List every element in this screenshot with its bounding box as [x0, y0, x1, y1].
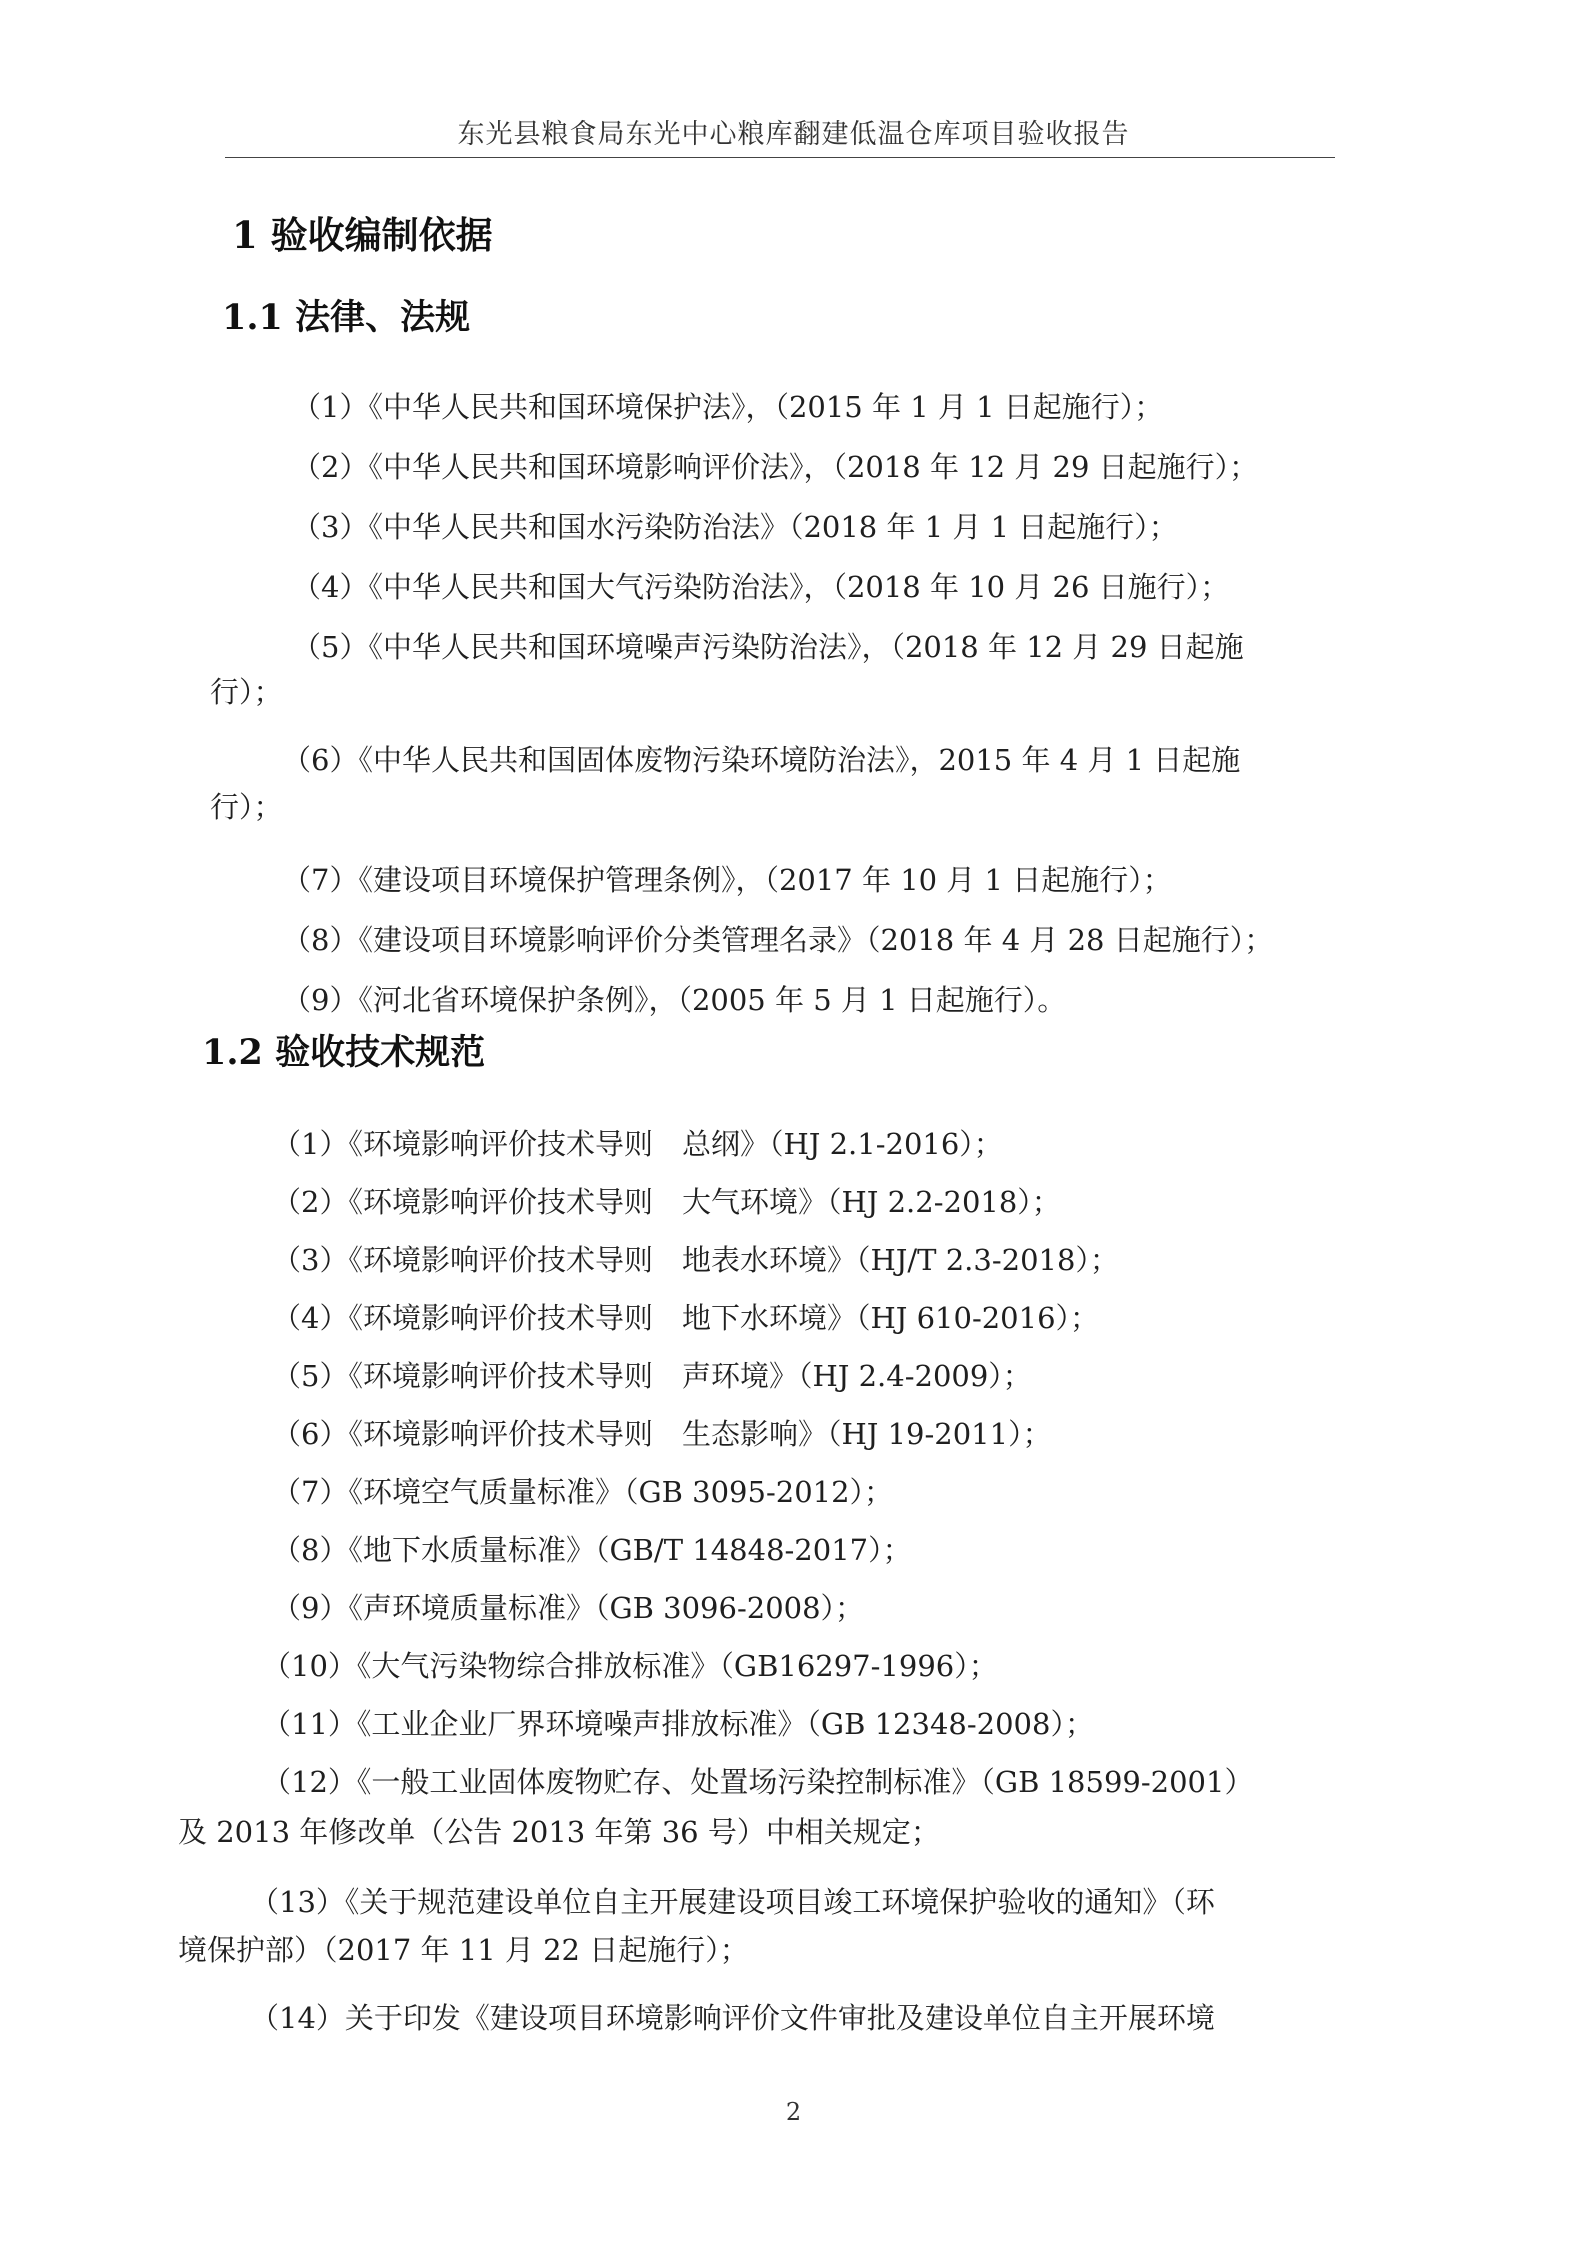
- standard-item: （4）《环境影响评价技术导则 地下水环境》（HJ 610-2016）；: [272, 1301, 1100, 1335]
- standard-item: （1）《环境影响评价技术导则 总纲》（HJ 2.1-2016）；: [272, 1127, 1003, 1161]
- standard-item: （11）《工业企业厂界环境噪声排放标准》（GB 12348-2008）；: [262, 1707, 1094, 1741]
- standard-item: （3）《环境影响评价技术导则 地表水环境》（HJ/T 2.3-2018）；: [272, 1243, 1119, 1277]
- standard-item: （8）《地下水质量标准》（GB/T 14848-2017）；: [272, 1533, 912, 1567]
- standard-item: （6）《环境影响评价技术导则 生态影响》（HJ 19-2011）；: [272, 1417, 1052, 1451]
- running-header-title: 东光县粮食局东光中心粮库翻建低温仓库项目验收报告: [457, 119, 1130, 150]
- standard-item: （2）《环境影响评价技术导则 大气环境》（HJ 2.2-2018）；: [272, 1185, 1061, 1219]
- page-number: 2: [785, 2098, 802, 2126]
- standard-item: （5）《环境影响评价技术导则 声环境》（HJ 2.4-2009）；: [272, 1359, 1032, 1393]
- law-item: （8）《建设项目环境影响评价分类管理名录》（2018 年 4 月 28 日起施行）；: [282, 923, 1274, 957]
- law-item: （9）《河北省环境保护条例》，（2005 年 5 月 1 日起施行）。: [282, 983, 1067, 1017]
- law-item: （6）《中华人民共和国固体废物污染环境防治法》，2015 年 4 月 1 日起施: [282, 743, 1241, 777]
- standard-item: （14）关于印发《建设项目环境影响评价文件审批及建设单位自主开展环境: [250, 2001, 1215, 2035]
- law-item: （5）《中华人民共和国环境噪声污染防治法》，（2018 年 12 月 29 日起施: [292, 630, 1244, 664]
- law-item-continuation: 行）；: [210, 790, 283, 824]
- law-item: （7）《建设项目环境保护管理条例》，（2017 年 10 月 1 日起施行）；: [282, 863, 1172, 897]
- law-item: （3）《中华人民共和国水污染防治法》（2018 年 1 月 1 日起施行）；: [292, 510, 1178, 544]
- standard-item: （10）《大气污染物综合排放标准》（GB16297-1996）；: [262, 1649, 998, 1683]
- section-heading-1: 1 验收编制依据: [232, 213, 493, 257]
- standard-item: （9）《声环境质量标准》（GB 3096-2008）；: [272, 1591, 865, 1625]
- section-heading-1-2: 1.2 验收技术规范: [202, 1032, 486, 1073]
- law-item: （1）《中华人民共和国环境保护法》，（2015 年 1 月 1 日起施行）；: [292, 390, 1164, 424]
- header-rule: [225, 157, 1335, 158]
- standard-item-continuation: 及 2013 年修改单（公告 2013 年第 36 号）中相关规定；: [178, 1815, 940, 1849]
- standard-item: （13）《关于规范建设单位自主开展建设项目竣工环境保护验收的通知》（环: [250, 1885, 1215, 1919]
- law-item: （4）《中华人民共和国大气污染防治法》，（2018 年 10 月 26 日施行）；: [292, 570, 1230, 604]
- standard-item-continuation: 境保护部）（2017 年 11 月 22 日起施行）；: [178, 1933, 749, 1967]
- law-item: （2）《中华人民共和国环境影响评价法》，（2018 年 12 月 29 日起施行）；: [292, 450, 1259, 484]
- standard-item: （12）《一般工业固体废物贮存、处置场污染控制标准》（GB 18599-2001）: [262, 1765, 1254, 1799]
- law-item-continuation: 行）；: [210, 675, 283, 709]
- section-heading-1-1: 1.1 法律、法规: [222, 297, 471, 338]
- standard-item: （7）《环境空气质量标准》（GB 3095-2012）；: [272, 1475, 894, 1509]
